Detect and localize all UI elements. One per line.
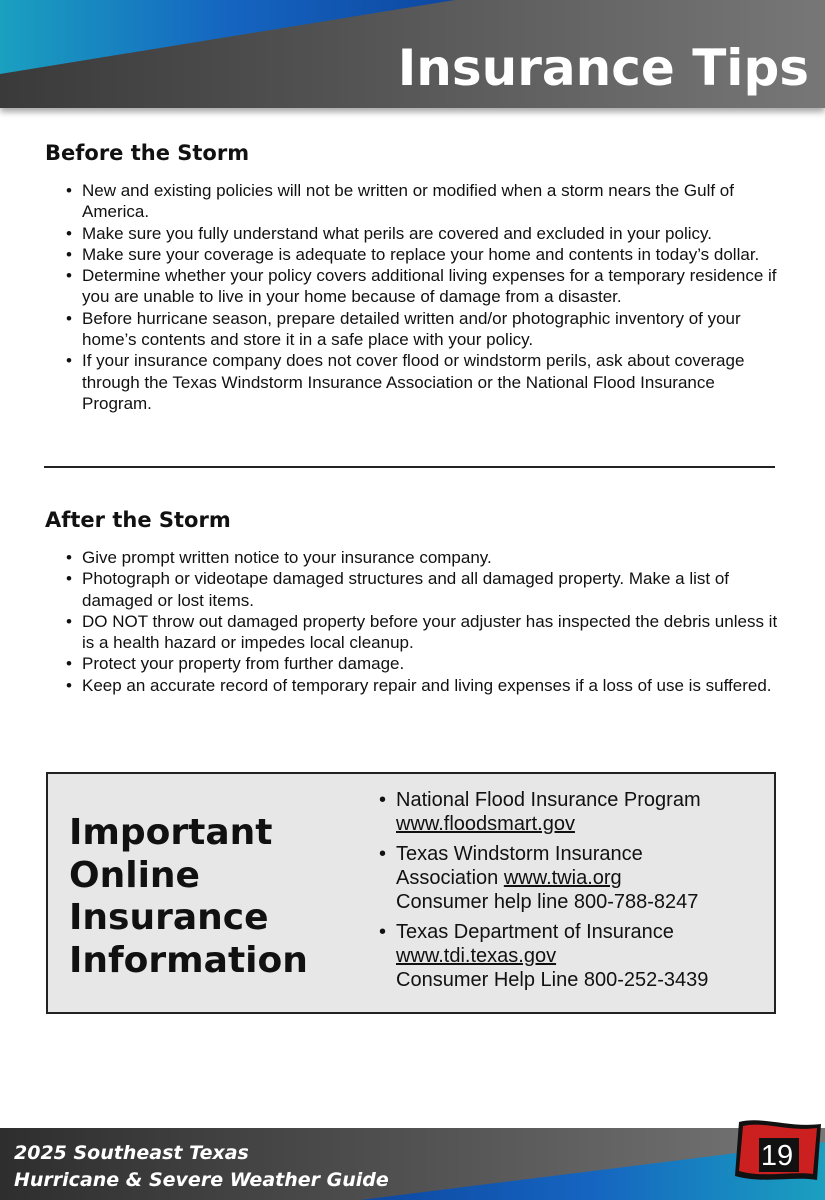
list-item: • If your insurance company does not cover flood or windstorm perils, ask about coverage through the Texas Windstorm Insurance Association or the National Flood Insurance Program. — [62, 350, 782, 414]
header-banner — [0, 0, 825, 108]
nfip-entry — [378, 788, 768, 836]
info-heading-line: Online — [69, 854, 200, 896]
info-heading-line: Insurance — [69, 897, 269, 938]
insurance-info-box — [46, 772, 776, 1014]
twia-name: Texas Windstorm Insurance — [396, 843, 643, 865]
footer-banner — [0, 1128, 825, 1200]
twia-name-cont: Association — [396, 867, 499, 889]
twia-entry — [378, 842, 768, 914]
list-item: • Make sure you fully understand what perils are covered and excluded in your policy. — [62, 223, 782, 244]
twia-link[interactable]: www.twia.org — [503, 867, 622, 889]
before-storm-heading: Before the Storm — [45, 141, 250, 165]
after-storm-list — [62, 547, 782, 696]
footer-guide-title — [14, 1140, 389, 1194]
tdi-phone: Consumer Help Line 800-252-3439 — [396, 969, 709, 991]
page-number: 19 — [760, 1140, 794, 1172]
tdi-entry — [378, 920, 768, 992]
list-item: • Make sure your coverage is adequate to replace your home and contents in today’s dollar. — [62, 244, 782, 265]
list-item: • Determine whether your policy covers additional living expenses for a temporary residence if you are unable to live in your home because of damage from a disaster. — [62, 265, 782, 308]
twia-phone: Consumer help line 800-788-8247 — [396, 891, 699, 913]
list-item: • DO NOT throw out damaged property before your adjuster has inspected the debris unless it is a health hazard or impedes local cleanup. — [62, 611, 782, 654]
info-heading-line: Information — [69, 939, 308, 981]
after-storm-heading: After the Storm — [45, 508, 231, 532]
list-item: • Protect your property from further damage. — [62, 653, 782, 674]
list-item: • New and existing policies will not be written or modified when a storm nears the Gulf of America. — [62, 180, 782, 223]
nfip-link[interactable]: www.floodsmart.gov — [396, 813, 575, 835]
section-divider — [44, 466, 775, 468]
tdi-name: Texas Department of Insurance — [396, 921, 674, 943]
insurance-links-list — [378, 788, 768, 998]
footer-line-1: 2025 Southeast Texas — [14, 1142, 249, 1164]
info-heading-line: Important — [69, 812, 273, 853]
before-storm-list — [62, 180, 782, 414]
list-item: • Photograph or videotape damaged structures and all damaged property. Make a list of damaged or lost items. — [62, 568, 782, 611]
list-item: • Give prompt written notice to your insurance company. — [62, 547, 782, 568]
footer-line-2: Hurricane & Severe Weather Guide — [14, 1169, 389, 1191]
nfip-name: National Flood Insurance Program — [396, 789, 701, 811]
page-title: Insurance Tips — [397, 39, 809, 97]
list-item: • Keep an accurate record of temporary repair and living expenses if a loss of use is suffered. — [62, 675, 782, 696]
tdi-link[interactable]: www.tdi.texas.gov — [396, 945, 557, 967]
list-item: • Before hurricane season, prepare detailed written and/or photographic inventory of your home’s contents and store it in a safe place with your policy. — [62, 308, 782, 351]
info-box-heading — [69, 812, 329, 982]
